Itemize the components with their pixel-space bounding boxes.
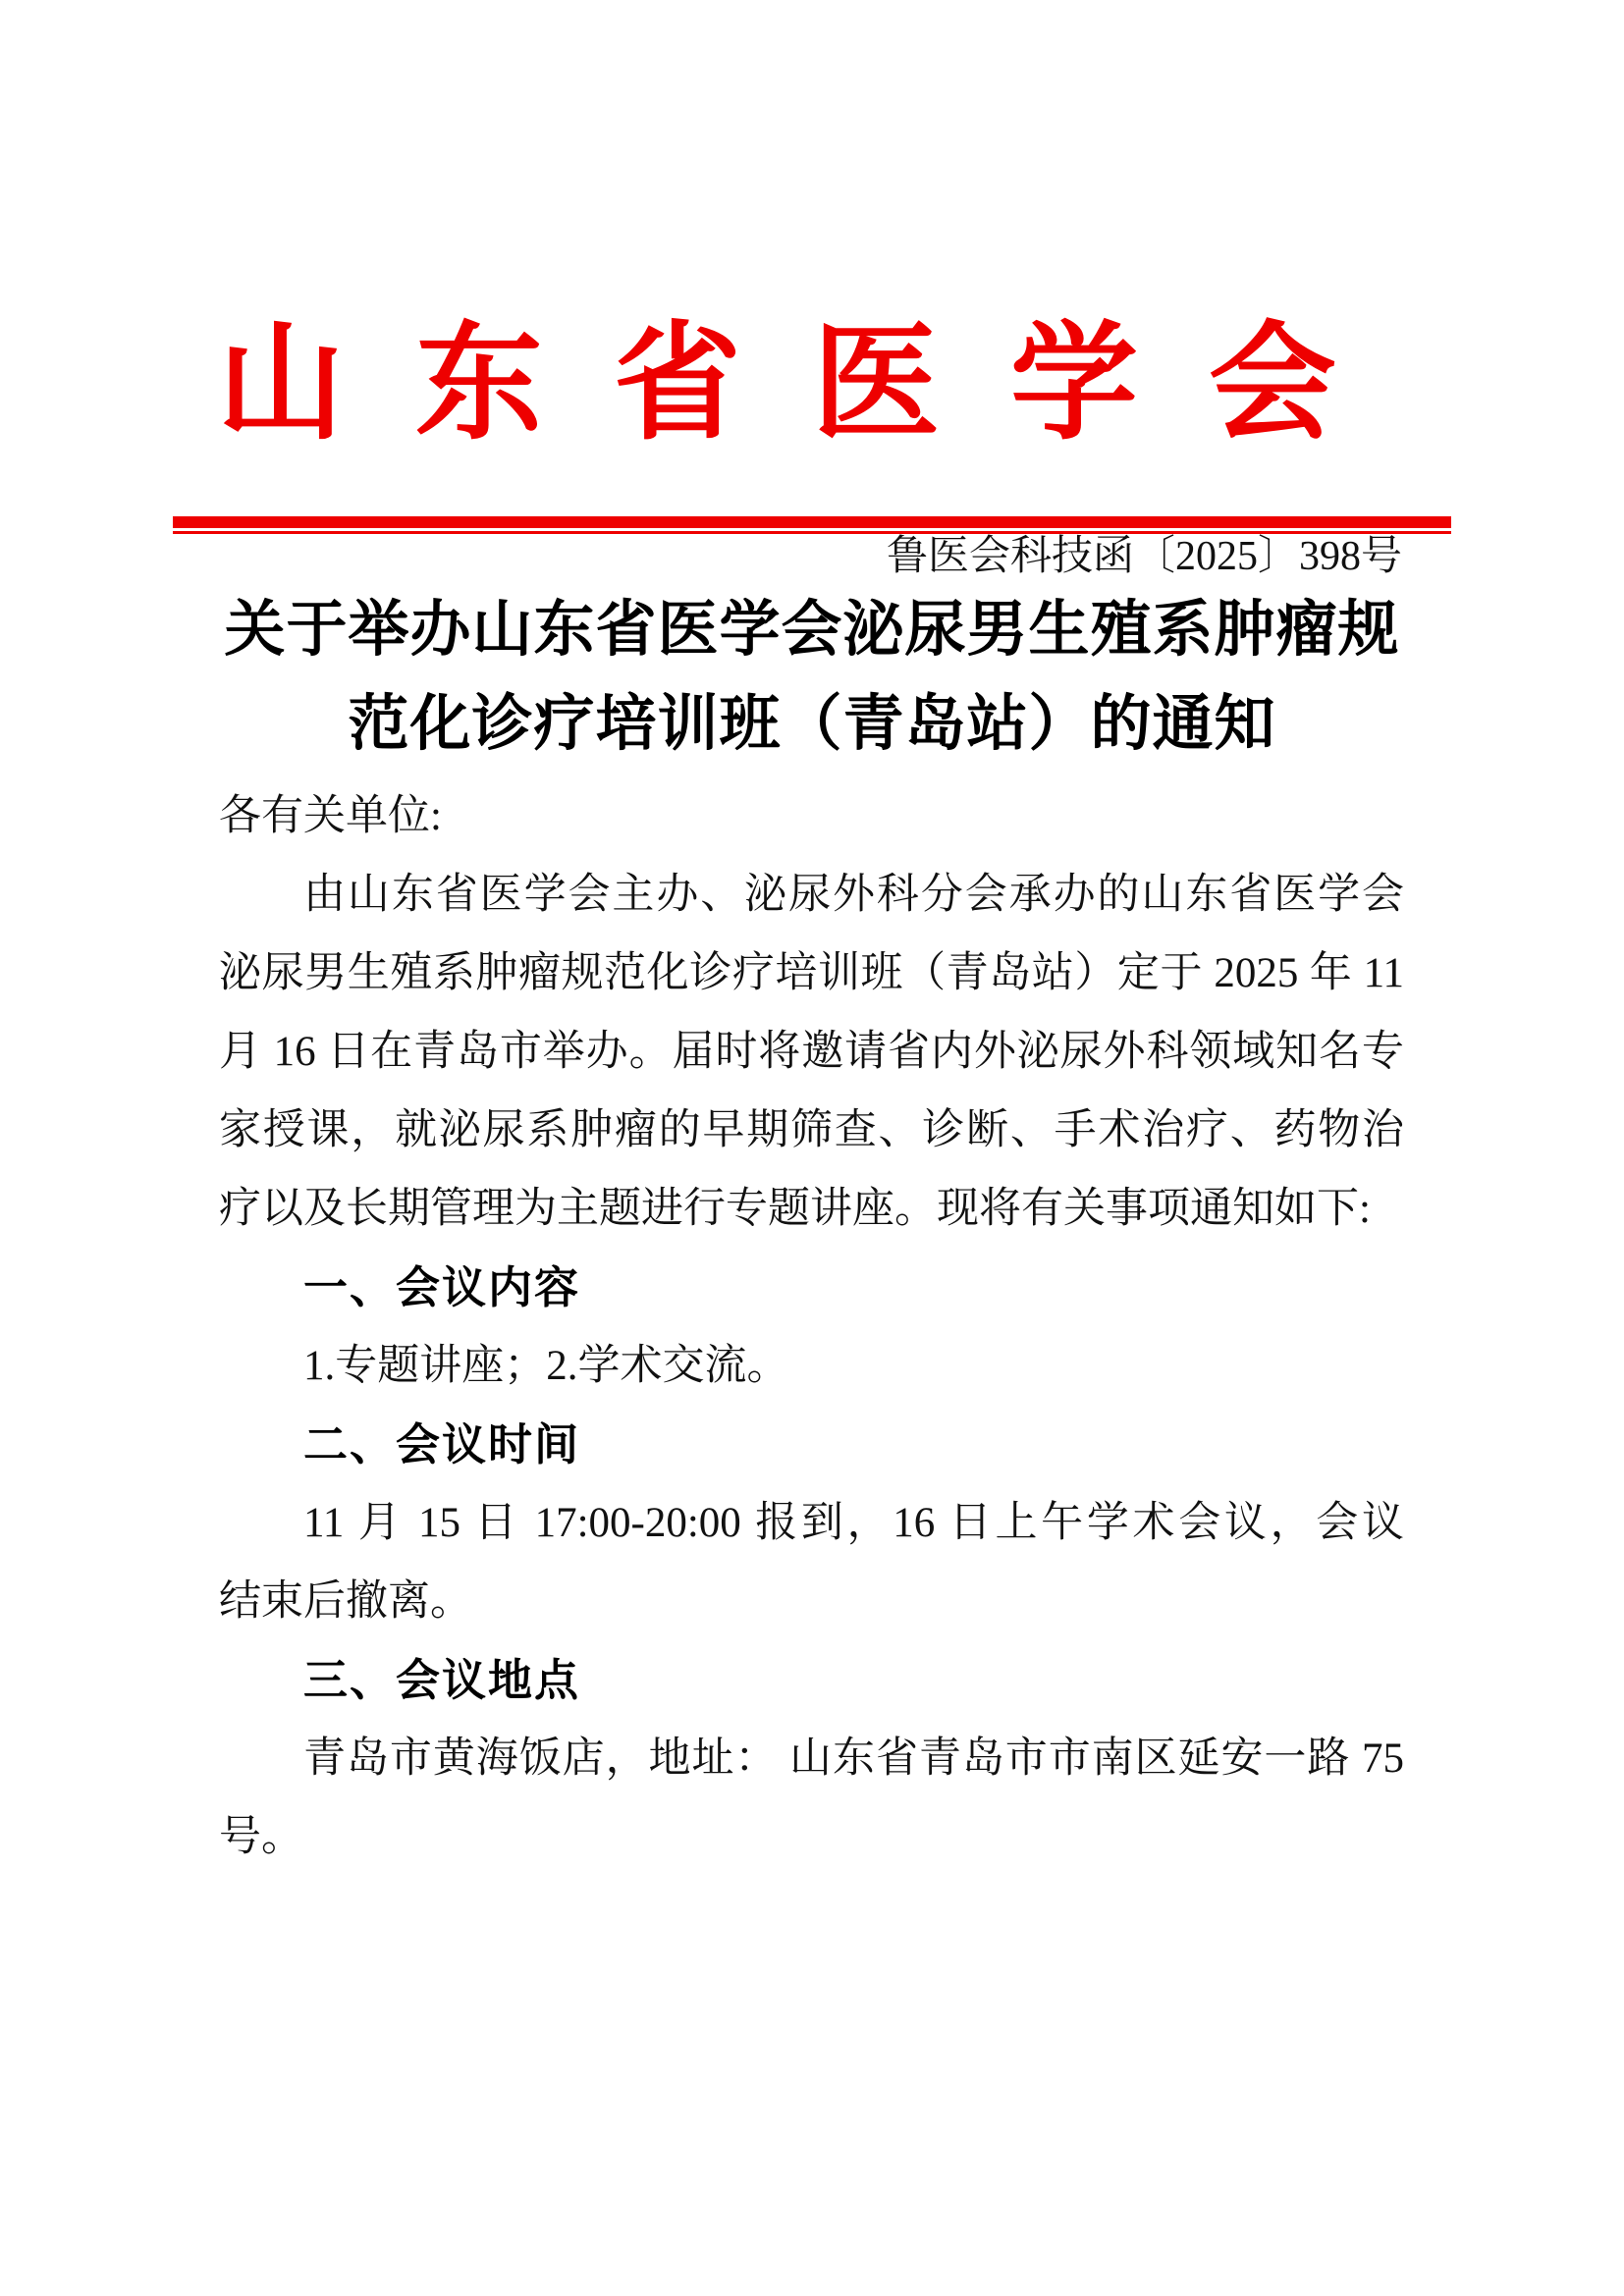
body-line-salutation: 各有关单位: <box>219 793 442 839</box>
body-line: 由山东省医学会主办、泌尿外科分会承办的山东省医学会 <box>303 872 1404 918</box>
document-title-line-1: 关于举办山东省医学会泌尿男生殖系肿瘤规 <box>224 597 1400 664</box>
document-body <box>219 777 1404 1877</box>
divider-thick-rule <box>173 516 1451 528</box>
body-line: 结束后撤离。 <box>219 1578 472 1625</box>
letterhead-divider <box>173 516 1451 534</box>
body-line: 家授课，就泌尿系肿瘤的早期筛查、诊断、手术治疗、药物治 <box>219 1107 1404 1153</box>
body-line: 疗以及长期管理为主题进行专题讲座。现将有关事项通知如下: <box>219 1186 1371 1232</box>
body-line: 1.专题讲座；2.学术交流。 <box>303 1343 789 1389</box>
document-title <box>0 583 1624 772</box>
body-line: 号。 <box>219 1814 303 1860</box>
document-ref-number: 鲁医会科技函〔2025〕398号 <box>886 534 1402 579</box>
body-line: 月 16 日在青岛市举办。届时将邀请省内外泌尿外科领域知名专 <box>219 1029 1404 1075</box>
section-heading-3: 三、会议地点 <box>303 1655 581 1705</box>
body-line: 青岛市黄海饭店，地址： 山东省青岛市市南区延安一路 75 <box>303 1735 1404 1782</box>
body-line: 11 月 15 日 17:00-20:00 报到，16 日上午学术会议，会议 <box>303 1500 1404 1546</box>
body-line: 泌尿男生殖系肿瘤规范化诊疗培训班（青岛站）定于 2025 年 11 <box>219 950 1404 996</box>
document-title-line-2: 范化诊疗培训班（青岛站）的通知 <box>348 691 1276 758</box>
letterhead-org-title: 山东省医学会 <box>216 314 1407 455</box>
section-heading-2: 二、会议时间 <box>303 1419 581 1469</box>
section-heading-1: 一、会议内容 <box>303 1262 581 1312</box>
